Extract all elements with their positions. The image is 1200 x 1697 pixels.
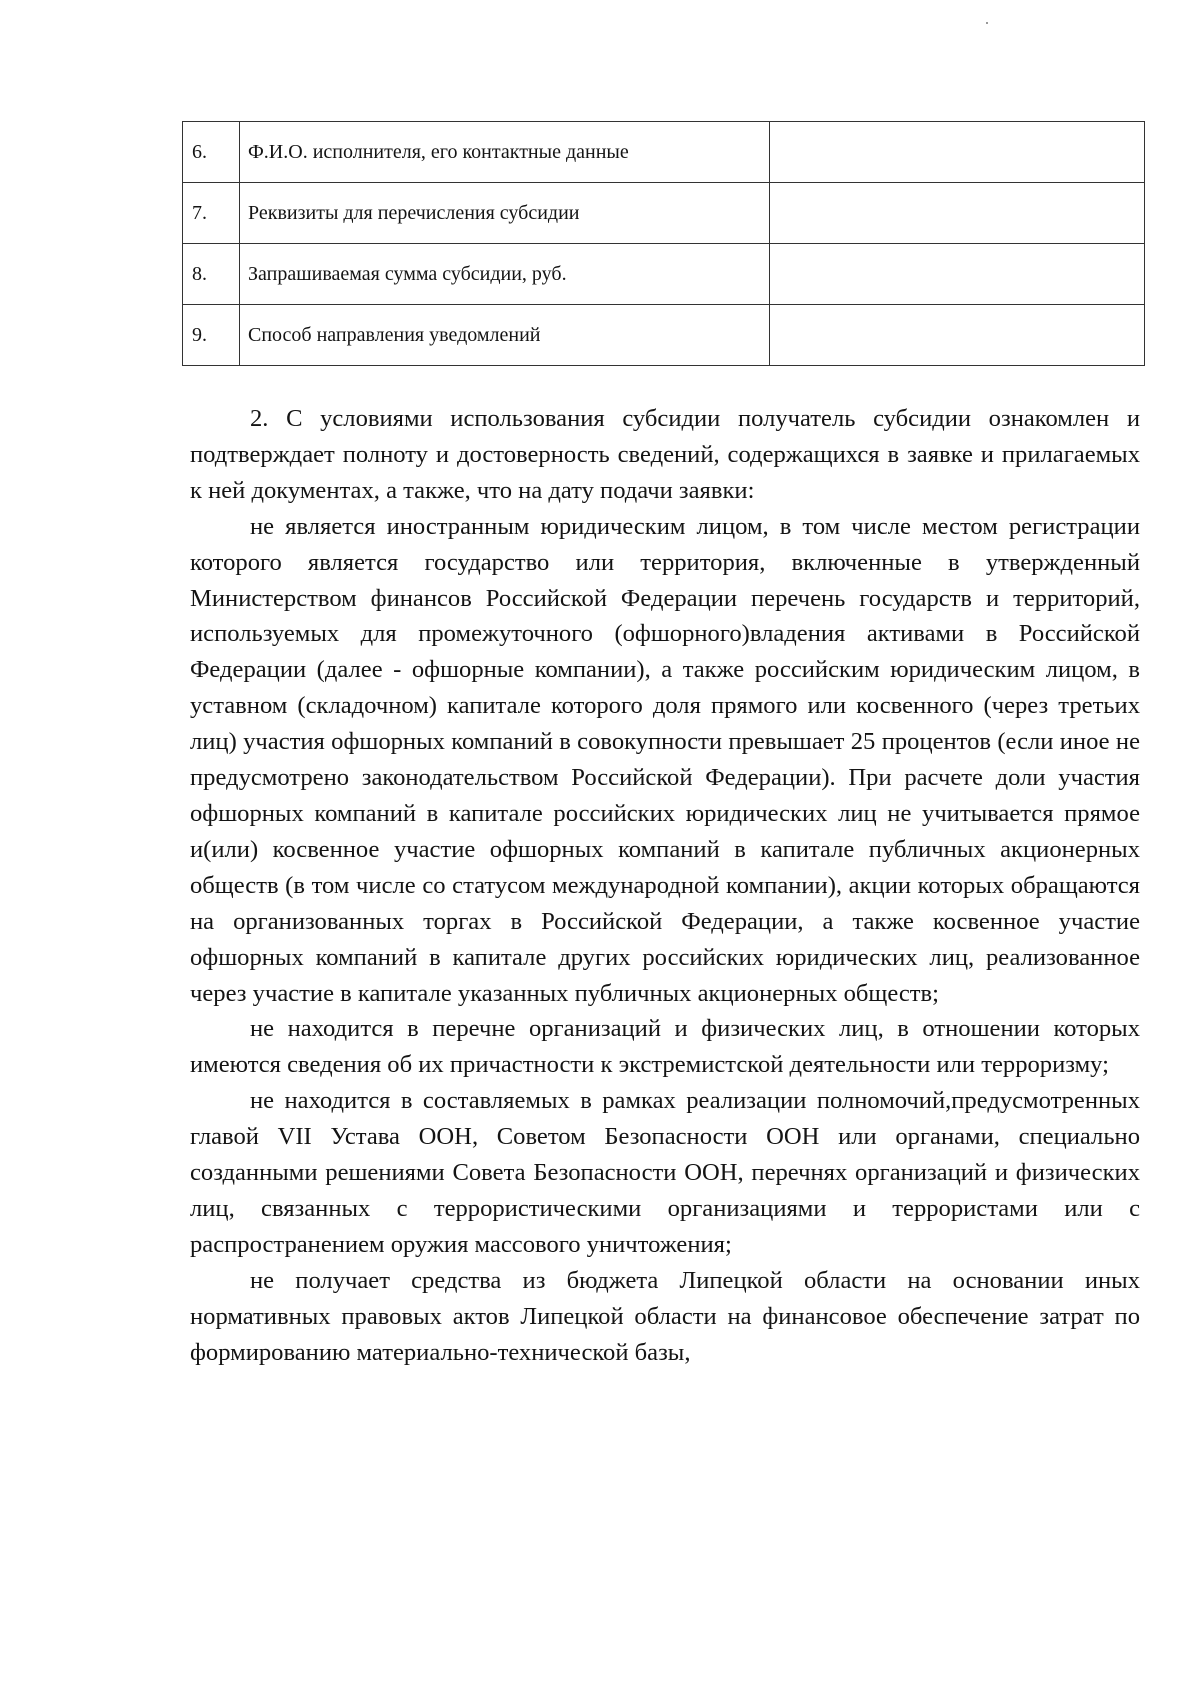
paragraph-un-lists: не находится в составляемых в рамках реализации полномочий,предусмотренных главой VII Устава ООН, Советом Безопасности ООН или органами, специально созданными решениями Совета Безопасности ООН, перечнях организаций и физических лиц, связанных с террористическими организациями и террористами или с распространением оружия массового уничтожения;: [190, 1087, 1140, 1258]
row-value: [770, 122, 1145, 183]
row-label: Ф.И.О. исполнителя, его контактные данные: [240, 122, 770, 183]
row-value: [770, 305, 1145, 366]
row-number: 8.: [183, 244, 240, 305]
application-table: [182, 121, 1145, 366]
scan-speck: [986, 22, 988, 24]
table-row: [183, 305, 1145, 366]
row-value: [770, 244, 1145, 305]
row-label: Реквизиты для перечисления субсидии: [240, 183, 770, 244]
row-value: [770, 183, 1145, 244]
paragraph-extremism: не находится в перечне организаций и физических лиц, в отношении которых имеются сведения об их причастности к экстремистской деятельности или терроризму;: [190, 1015, 1140, 1079]
table-row: [183, 183, 1145, 244]
row-label: Запрашиваемая сумма субсидии, руб.: [240, 244, 770, 305]
table-row: [183, 244, 1145, 305]
table-row: [183, 122, 1145, 183]
row-label: Способ направления уведомлений: [240, 305, 770, 366]
row-number: 9.: [183, 305, 240, 366]
body-text: [190, 401, 1140, 1370]
row-number: 7.: [183, 183, 240, 244]
paragraph-offshore: не является иностранным юридическим лицом, в том числе местом регистрации которого является государство или территория, включенные в утвержденный Министерством финансов Российской Федерации перечень государств и территорий, используемых для промежуточного (офшорного)владения активами в Российской Федерации (далее - офшорные компании), а также российским юридическим лицом, в уставном (складочном) капитале которого доля прямого или косвенного (через третьих лиц) участия офшорных компаний в совокупности превышает 25 процентов (если иное не предусмотрено законодательством Российской Федерации). При расчете доли участия офшорных компаний в капитале российских юридических лиц не учитывается прямое и(или) косвенное участие офшорных компаний в капитале публичных акционерных обществ (в том числе со статусом международной компании), акции которых обращаются на организованных торгах в Российской Федерации, а также косвенное участие офшорных компаний в капитале других российских юридических лиц, реализованное через участие в капитале указанных публичных акционерных обществ;: [190, 512, 1140, 1007]
row-number: 6.: [183, 122, 240, 183]
paragraph-conditions-intro: 2. С условиями использования субсидии получатель субсидии ознакомлен и подтверждает полноту и достоверность сведений, содержащихся в заявке и прилагаемых к ней документах, а также, что на дату подачи заявки:: [190, 405, 1140, 504]
paragraph-budget: не получает средства из бюджета Липецкой области на основании иных нормативных правовых актов Липецкой области на финансовое обеспечение затрат по формированию материально-технической базы,: [190, 1266, 1140, 1366]
